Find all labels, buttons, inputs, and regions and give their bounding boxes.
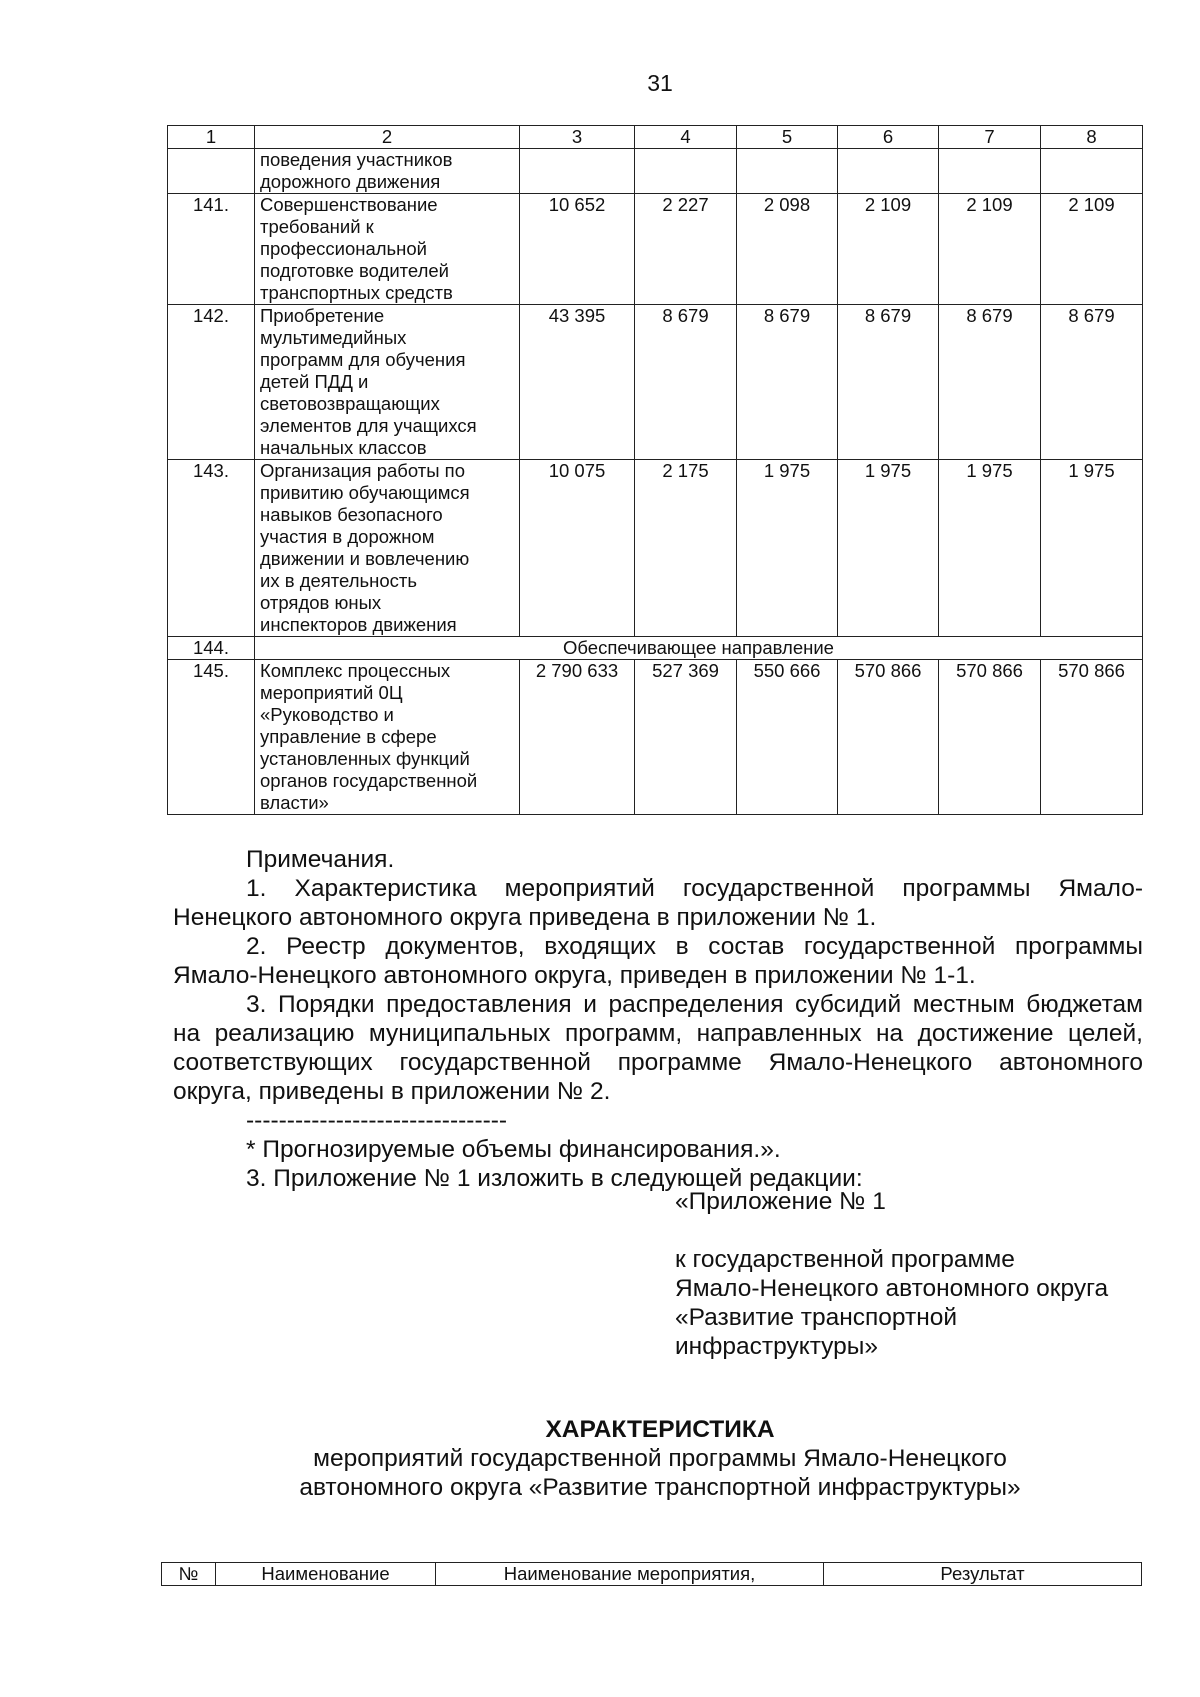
row-name: Комплекс процессных мероприятий 0Ц «Руководство и управление в сфере установленных функций органов государственной власти» (255, 660, 520, 815)
row-value: 527 369 (635, 660, 737, 815)
table-row (168, 149, 1143, 194)
row-value: 1 975 (838, 460, 939, 637)
row-value: 1 975 (737, 460, 838, 637)
note-item: 2. Реестр документов, входящих в состав государственной программы Ямало-Ненецкого автономного округа, приведен в приложении № 1-1. (173, 933, 1143, 989)
row-number (168, 149, 255, 194)
row-value: 570 866 (838, 660, 939, 815)
appendix-header (675, 1187, 1165, 1361)
section-subtitle: мероприятий государственной программы Ямало-Ненецкого (313, 1445, 1007, 1472)
column-header: 3 (520, 126, 635, 149)
appendix-line: Ямало-Ненецкого автономного округа (675, 1275, 1109, 1302)
note-item: 1. Характеристика мероприятий государственной программы Ямало-Ненецкого автономного округа приведена в приложении № 1. (173, 875, 1143, 931)
row-number: 143. (168, 460, 255, 637)
table-header-row (168, 126, 1143, 149)
section-row-label: Обеспечивающее направление (255, 637, 1143, 660)
row-number: 144. (168, 637, 255, 660)
table-row (168, 194, 1143, 305)
section-title-block (180, 1415, 1140, 1502)
row-value: 550 666 (737, 660, 838, 815)
column-header: Наименование мероприятия, (436, 1563, 824, 1586)
row-value: 570 866 (1041, 660, 1143, 815)
row-value: 43 395 (520, 305, 635, 460)
notes-heading: Примечания. (246, 846, 395, 873)
section-subtitle: автономного округа «Развитие транспортной инфраструктуры» (299, 1474, 1021, 1501)
row-name: Организация работы по привитию обучающимся навыков безопасного участия в дорожном движении и вовлечению их в деятельность отрядов юных инспекторов движения (255, 460, 520, 637)
financing-table (167, 125, 1143, 815)
row-value: 570 866 (939, 660, 1041, 815)
footnote: * Прогнозируемые объемы финансирования.». (246, 1136, 781, 1163)
row-value: 1 975 (1041, 460, 1143, 637)
separator-line: -------------------------------- (246, 1107, 508, 1134)
table-row (168, 660, 1143, 815)
row-value: 2 109 (1041, 194, 1143, 305)
characteristics-table (161, 1562, 1142, 1586)
appendix-line: инфраструктуры» (675, 1333, 879, 1360)
row-name: Совершенствование требований к профессиональной подготовке водителей транспортных средств (255, 194, 520, 305)
table-row (168, 637, 1143, 660)
row-value: 1 975 (939, 460, 1041, 637)
row-value: 2 227 (635, 194, 737, 305)
column-header: 2 (255, 126, 520, 149)
row-value: 8 679 (737, 305, 838, 460)
row-value: 2 109 (838, 194, 939, 305)
row-number: 145. (168, 660, 255, 815)
column-header: Результат (824, 1563, 1142, 1586)
appendix-title: «Приложение № 1 (675, 1188, 886, 1215)
column-header: Наименование (216, 1563, 436, 1586)
row-number: 142. (168, 305, 255, 460)
row-value (635, 149, 737, 194)
row-value (939, 149, 1041, 194)
page-number: 31 (647, 70, 673, 96)
row-value: 2 109 (939, 194, 1041, 305)
row-value: 10 652 (520, 194, 635, 305)
appendix-line: к государственной программе (675, 1246, 1015, 1273)
row-value (1041, 149, 1143, 194)
row-value: 10 075 (520, 460, 635, 637)
row-value: 8 679 (635, 305, 737, 460)
row-value: 2 175 (635, 460, 737, 637)
appendix-line: «Развитие транспортной (675, 1304, 958, 1331)
row-value: 2 790 633 (520, 660, 635, 815)
row-name: поведения участников дорожного движения (255, 149, 520, 194)
row-value: 8 679 (939, 305, 1041, 460)
column-header: № (162, 1563, 216, 1586)
section-title: ХАРАКТЕРИСТИКА (545, 1416, 775, 1443)
row-value: 2 098 (737, 194, 838, 305)
row-value: 8 679 (838, 305, 939, 460)
note-item: 3. Порядки предоставления и распределения субсидий местным бюджетам на реализацию муниципальных программ, направленных на достижение целей, соответствующих государственной программе Ямало-Ненецкого автономного округа, приведены в приложении № 2. (173, 991, 1143, 1105)
row-value (838, 149, 939, 194)
notes-section (173, 845, 1143, 1193)
table-row (168, 460, 1143, 637)
row-value: 8 679 (1041, 305, 1143, 460)
column-header: 7 (939, 126, 1041, 149)
column-header: 6 (838, 126, 939, 149)
column-header: 5 (737, 126, 838, 149)
column-header: 1 (168, 126, 255, 149)
row-value (520, 149, 635, 194)
instruction: 3. Приложение № 1 изложить в следующей редакции: (246, 1165, 863, 1192)
row-number: 141. (168, 194, 255, 305)
row-value (737, 149, 838, 194)
row-name: Приобретение мультимедийных программ для обучения детей ПДД и световозвращающих элементов для учащихся начальных классов (255, 305, 520, 460)
table-header-row (162, 1563, 1142, 1586)
table-row (168, 305, 1143, 460)
column-header: 4 (635, 126, 737, 149)
column-header: 8 (1041, 126, 1143, 149)
